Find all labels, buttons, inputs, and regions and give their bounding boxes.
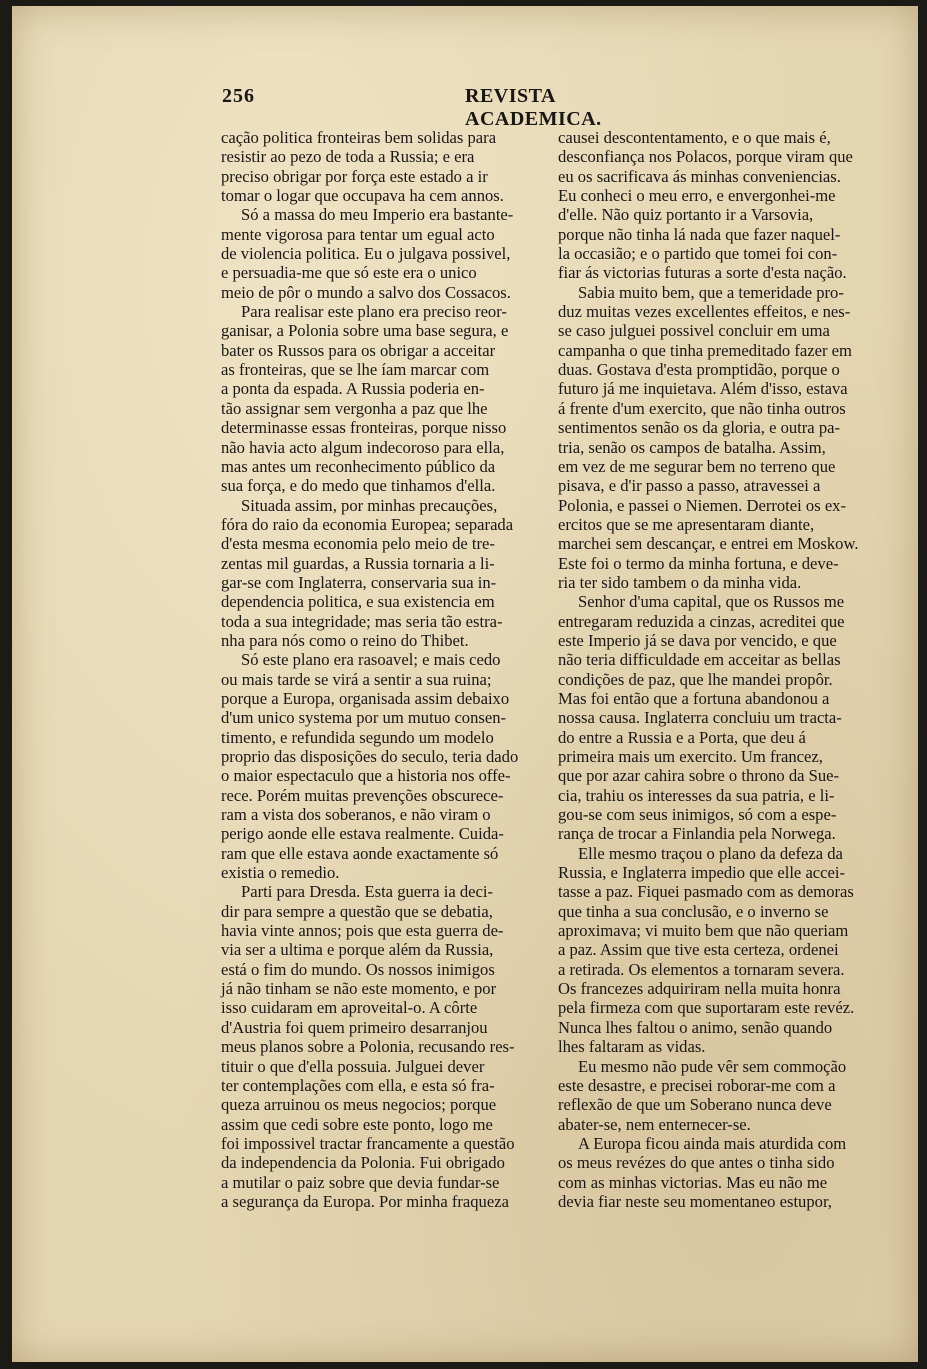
text-line: Elle mesmo traçou o plano da defeza da	[578, 843, 843, 863]
text-line: rança de trocar a Finlandia pela Norwega.	[558, 824, 836, 844]
text-line: devia fiar neste seu momentaneo estupor,	[558, 1191, 832, 1211]
text-line: Só a massa do meu Imperio era bastante-	[241, 205, 514, 225]
text-line: cia, trahiu os interesses da sua patria, e li-	[558, 785, 835, 805]
text-line: Eu mesmo não pude vêr sem commoção	[578, 1056, 847, 1076]
text-line: ram a vista dos soberanos, e não viram o	[221, 805, 491, 825]
paragraph	[221, 128, 558, 205]
text-line: tomar o logar que occupava ha cem annos.	[221, 186, 504, 206]
text-line: não teria difficuldade em acceitar as bellas	[558, 650, 841, 670]
text-line: causei descontentamento, e o que mais é,	[558, 128, 831, 147]
text-line: meus planos sobre a Polonia, recusando res-	[221, 1037, 515, 1057]
text-line: ganisar, a Polonia sobre uma base segura, e	[221, 321, 509, 341]
text-line: nha para nós como o reino do Thibet.	[221, 630, 469, 650]
left-column	[221, 128, 558, 1211]
text-line: existia o remedio.	[221, 863, 340, 883]
text-line: do entre a Russia e a Porta, que deu á	[558, 727, 806, 747]
text-line: ram que elle estava aonde exactamente só	[221, 843, 499, 863]
text-line: entregaram reduzida a cinzas, acreditei que	[558, 611, 845, 631]
text-line: porque não tinha lá nada que fazer naquel-	[558, 224, 841, 244]
text-line: duas. Gostava d'esta promptidão, porque o	[558, 360, 840, 380]
text-line: a segurança da Europa. Por minha fraqueza	[221, 1191, 509, 1211]
text-line: da independencia da Polonia. Fui obrigado	[221, 1153, 505, 1173]
text-line: futuro já me inquietava. Além d'isso, estava	[558, 379, 848, 399]
text-line: ter contemplações com ella, e esta só fra-	[221, 1075, 495, 1095]
text-line: eu os sacrificava ás minhas conveniencias.	[558, 166, 841, 186]
text-line: condições de paz, que lhe mandei propôr.	[558, 669, 833, 689]
text-line: Para realisar este plano era preciso reor-	[241, 302, 507, 322]
text-line: havia vinte annos; pois que esta guerra de-	[221, 921, 504, 941]
text-line: dependencia politica, e sua existencia em	[221, 592, 495, 612]
text-line: os meus revézes do que antes o tinha sido	[558, 1153, 835, 1173]
text-line: tasse a paz. Fiquei pasmado com as demoras	[558, 882, 854, 902]
text-line: não havia acto algum indecoroso para ella,	[221, 437, 505, 457]
paragraph	[558, 283, 899, 593]
text-line: Nunca lhes faltou o animo, senão quando	[558, 1017, 833, 1037]
text-line: dir para sempre a questão que se debatia,	[221, 901, 493, 921]
paragraph	[221, 205, 558, 302]
text-line: sua força, e do medo que tinhamos d'ella.	[221, 476, 496, 496]
paragraph	[558, 844, 899, 1057]
text-line: as fronteiras, que se lhe íam marcar com	[221, 360, 490, 380]
text-line: fóra do raio da economia Europea; separada	[221, 514, 514, 534]
page-header	[222, 85, 672, 130]
text-line: rece. Porém muitas prevenções obscurece-	[221, 785, 504, 805]
text-line: reflexão de que um Soberano nunca deve	[558, 1095, 832, 1115]
text-line: Russia, e Inglaterra impedio que elle accei-	[558, 863, 846, 883]
text-line: mas antes um reconhecimento público da	[221, 456, 496, 476]
text-line: já não tinham se não este momento, e por	[221, 979, 497, 999]
text-line: lhes faltaram as vidas.	[558, 1037, 706, 1057]
text-line: fiar ás victorias futuras a sorte d'esta nação.	[558, 263, 847, 283]
text-line: d'Austria foi quem primeiro desarranjou	[221, 1017, 488, 1037]
right-column	[558, 128, 899, 1211]
paragraph	[221, 882, 558, 1211]
text-line: nossa causa. Inglaterra concluiu um tracta-	[558, 708, 842, 728]
text-line: perigo aonde elle estava realmente. Cuida-	[221, 824, 504, 844]
text-line: zentas mil guardas, a Russia tornaria a li-	[221, 553, 495, 573]
text-line: gar-se com Inglaterra, conservaria sua in-	[221, 572, 497, 592]
text-line: este desastre, e precisei roborar-me com a	[558, 1075, 836, 1095]
text-line: a mutilar o paiz sobre que devia fundar-se	[221, 1172, 500, 1192]
text-line: queza arruinou os meus negocios; porque	[221, 1095, 497, 1115]
text-line: e persuadia-me que só este era o unico	[221, 263, 477, 283]
text-line: de violencia politica. Eu o julgava possivel,	[221, 244, 511, 264]
text-line: d'elle. Não quiz portanto ir a Varsovia,	[558, 205, 814, 225]
text-line: d'esta mesma economia pelo meio de tre-	[221, 534, 495, 554]
text-line: aproximava; vi muito bem que não queriam	[558, 921, 849, 941]
text-line: preciso obrigar por força este estado a ir	[221, 166, 488, 186]
text-line: tão assignar sem vergonha a paz que lhe	[221, 398, 488, 418]
text-line: em vez de me segurar bem no terreno que	[558, 456, 836, 476]
text-line: abater-se, nem enternecer-se.	[558, 1114, 751, 1134]
text-line: primeira mais um exercito. Um francez,	[558, 747, 823, 766]
text-line: está o fim do mundo. Os nossos inimigos	[221, 959, 495, 979]
text-line: isso cuidaram em aproveital-o. A côrte	[221, 998, 478, 1018]
text-line: tria, senão os campos de batalha. Assim,	[558, 437, 826, 457]
text-line: Eu conheci o meu erro, e envergonhei-me	[558, 186, 836, 206]
text-line: assim que cedi sobre este ponto, logo me	[221, 1114, 493, 1134]
text-line: tituir o que d'ella possuia. Julguei dever	[221, 1056, 485, 1076]
text-line: via ser a ultima e porque além da Russia,	[221, 940, 494, 960]
text-line: bater os Russos para os obrigar a acceitar	[221, 340, 496, 360]
text-line: pisava, e d'ir passo a passo, atravessei a	[558, 476, 821, 496]
text-line: la occasião; e o partido que tomei foi con-	[558, 244, 838, 264]
text-line: a ponta da espada. A Russia poderia en-	[221, 379, 485, 399]
text-line: timento, e refundida segundo um modelo	[221, 727, 494, 747]
text-line: com as minhas victorias. Mas eu não me	[558, 1172, 828, 1192]
running-head: REVISTA ACADEMICA.	[465, 85, 602, 130]
text-line: ercitos que se me apresentaram diante,	[558, 514, 815, 534]
paragraph	[221, 302, 558, 495]
paragraph	[558, 128, 899, 283]
text-line: Este foi o termo da minha fortuna, e deve-	[558, 553, 839, 573]
text-line: Os francezes adquiriram nella muita honra	[558, 979, 841, 999]
text-line: se caso julguei possivel concluir em uma	[558, 321, 830, 341]
text-line: resistir ao pezo de toda a Russia; e era	[221, 147, 475, 167]
text-line: ou mais tarde se virá a sentir a sua ruina;	[221, 669, 492, 689]
paragraph	[558, 592, 899, 843]
text-line: Situada assim, por minhas precauções,	[241, 495, 498, 515]
text-line: campanha o que tinha premeditado fazer em	[558, 340, 852, 360]
text-line: mente vigorosa para tentar um egual acto	[221, 224, 495, 244]
page-number: 256	[222, 85, 255, 107]
text-line: o maior espectaculo que a historia nos offe-	[221, 766, 511, 786]
text-line: sentimentos senão os da gloria, e outra pa-	[558, 418, 841, 438]
text-line: meio de pôr o mundo a salvo dos Cossacos.	[221, 282, 511, 302]
text-line: este Imperio já se dava por vencido, e que	[558, 630, 837, 650]
text-line: toda a sua integridade; mas seria tão estra-	[221, 611, 503, 631]
text-line: duz muitas vezes excellentes effeitos, e nes-	[558, 302, 851, 322]
text-line: proprio das disposições do seculo, teria dado	[221, 747, 519, 766]
text-line: Senhor d'uma capital, que os Russos me	[578, 592, 845, 612]
text-line: marchei sem descançar, e entrei em Moskow.	[558, 534, 859, 554]
text-line: Parti para Dresda. Esta guerra ia deci-	[241, 882, 494, 902]
text-line: ria ter sido tambem o da minha vida.	[558, 572, 802, 592]
text-line: a paz. Assim que tive esta certeza, ordenei	[558, 940, 839, 960]
text-line: que tinha a sua conclusão, e o inverno se	[558, 901, 829, 921]
text-line: desconfiança nos Polacos, porque viram que	[558, 147, 853, 167]
text-line: A Europa ficou ainda mais aturdida com	[578, 1133, 847, 1153]
text-line: á frente d'um exercito, que não tinha outros	[558, 398, 846, 418]
paragraph	[558, 1134, 899, 1211]
paragraph	[221, 496, 558, 651]
text-line: foi impossivel tractar francamente a questão	[221, 1133, 515, 1153]
paragraph	[221, 650, 558, 882]
text-line: determinasse essas fronteiras, porque nisso	[221, 418, 507, 438]
text-line: d'um unico systema por um mutuo consen-	[221, 708, 507, 728]
text-line: cação politica fronteiras bem solidas para	[221, 128, 497, 147]
text-line: que por azar cahira sobre o throno da Sue-	[558, 766, 840, 786]
text-line: Sabia muito bem, que a temeridade pro-	[578, 282, 844, 302]
text-line: gou-se com seus inimigos, só com a espe-	[558, 805, 837, 825]
text-line: pela firmeza com que suportaram este revéz.	[558, 998, 855, 1018]
text-line: Só este plano era rasoavel; e mais cedo	[241, 650, 501, 670]
book-page	[12, 6, 918, 1362]
paragraph	[558, 1057, 899, 1134]
text-line: Polonia, e passei o Niemen. Derrotei os ex-	[558, 495, 847, 515]
text-line: porque a Europa, organisada assim debaixo	[221, 688, 510, 708]
text-line: a retirada. Os elementos a tornaram severa.	[558, 959, 845, 979]
text-line: Mas foi então que a fortuna abandonou a	[558, 688, 830, 708]
